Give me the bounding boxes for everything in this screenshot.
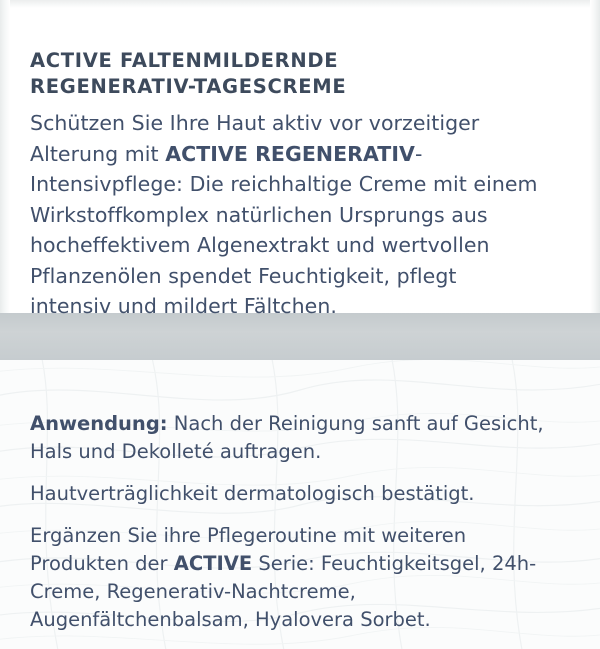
description-part-2: -Intensivpflege: Die reichhaltige Creme mit einem Wirkstoffkomplex natürlichen Ursprungs aus hocheffektivem Algenextrakt und wertvollen Pflanzenölen spendet Feuchtigkeit, pflegt intensiv und mildert Fältchen.: [30, 141, 538, 318]
product-title-line-1: ACTIVE FALTENMILDERNDE: [30, 49, 339, 72]
range-paragraph: [30, 522, 545, 634]
range-part-2: Serie: Feuchtigkeitsgel, 24h-Creme, Regenerativ-Nachtcreme, Augenfältchenbalsam, Hyalovera Sorbet.: [30, 552, 537, 631]
application-paragraph: [30, 410, 545, 466]
range-brand-emphasis: ACTIVE: [173, 552, 253, 575]
application-text: Nach der Reinigung sanft auf Gesicht, Hals und Dekolleté auftragen.: [30, 412, 544, 463]
usage-section: [30, 410, 545, 634]
description-part-1: Schützen Sie Ihre Haut aktiv vor vorzeitiger Alterung mit: [30, 111, 480, 166]
product-description: [30, 108, 540, 322]
application-label: Anwendung:: [30, 412, 168, 435]
description-brand-emphasis: ACTIVE REGENERATIV: [165, 141, 415, 166]
range-part-1: Ergänzen Sie ihre Pflegeroutine mit weiteren Produkten der: [30, 524, 467, 575]
product-title-line-2: REGENERATIV-TAGESCREME: [30, 75, 347, 98]
product-title: [30, 48, 550, 100]
dermatological-note: Hautverträglichkeit dermatologisch bestätigt.: [30, 482, 475, 505]
